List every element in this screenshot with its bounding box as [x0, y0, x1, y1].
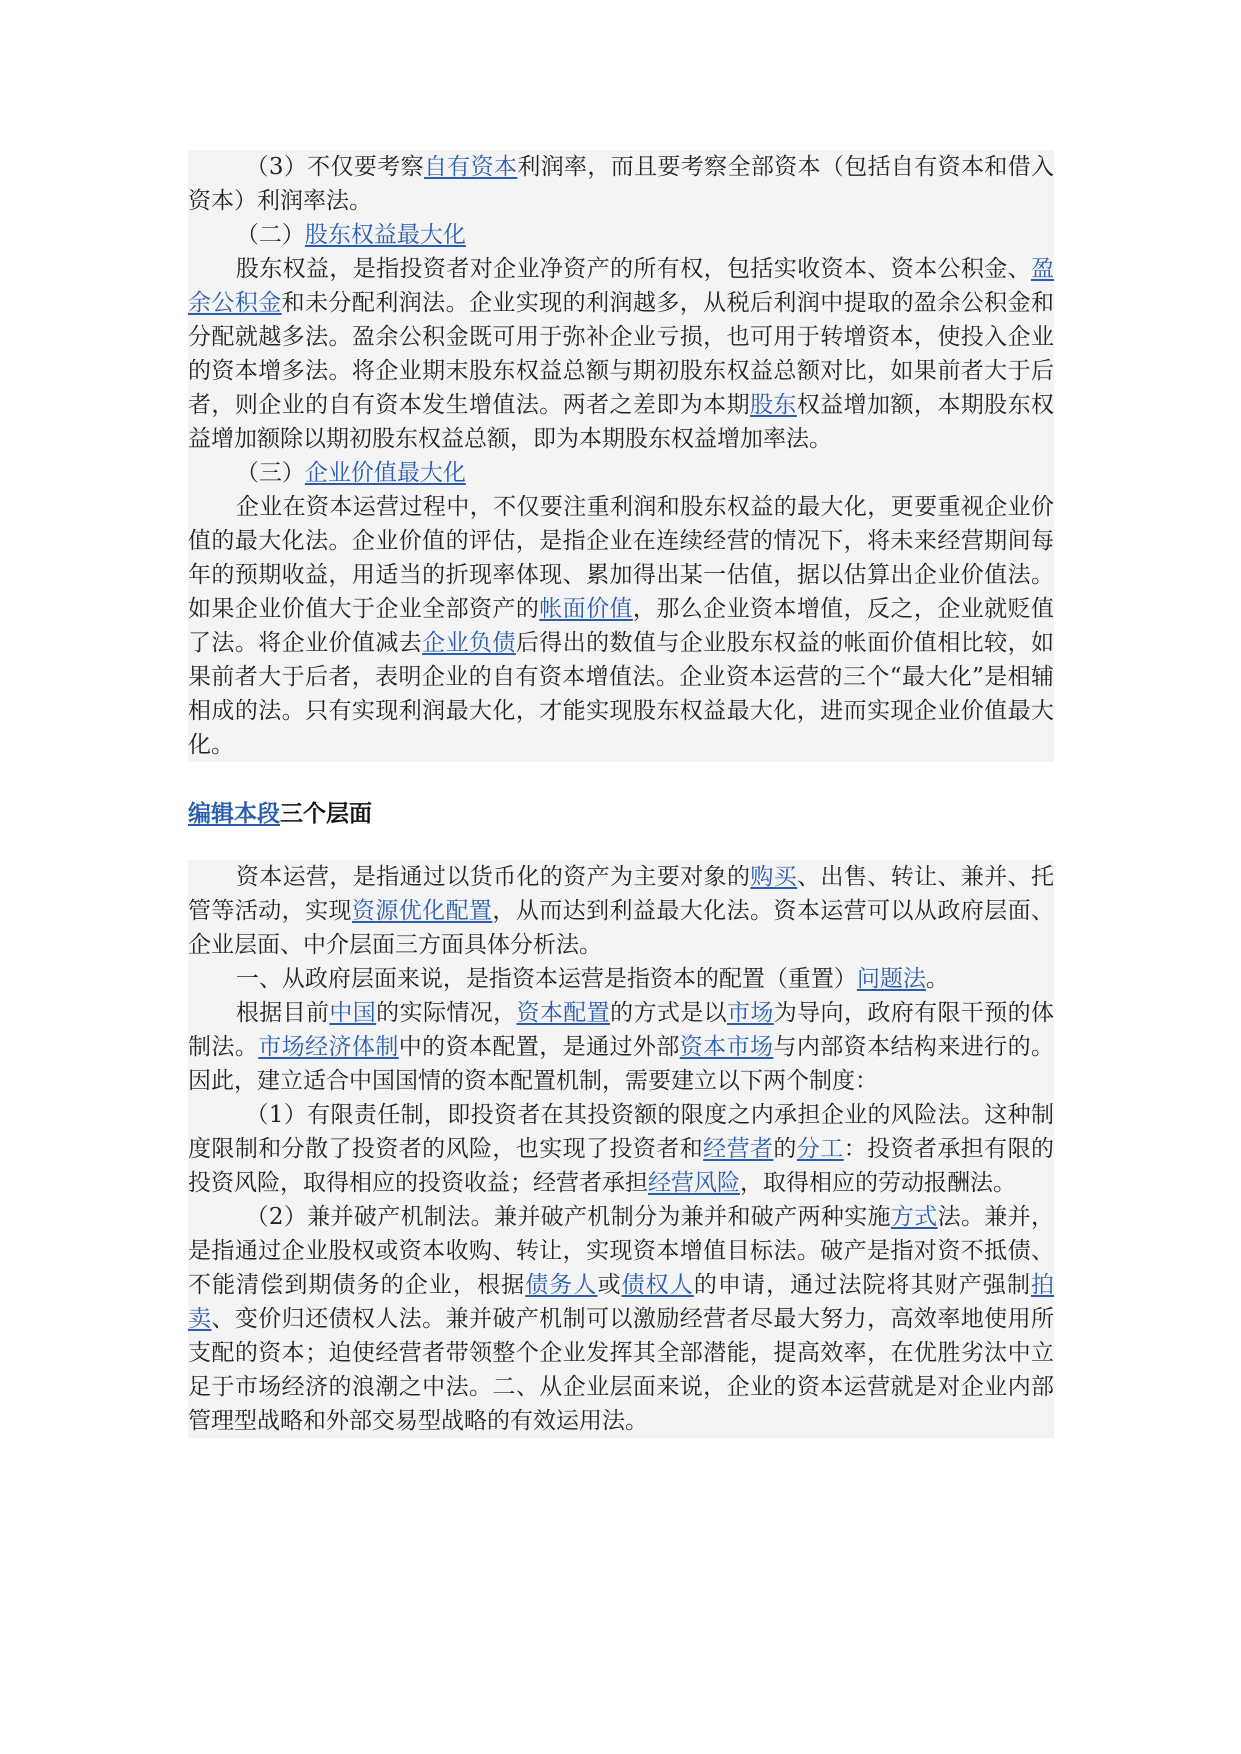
- link-operating-risk[interactable]: 经营风险: [648, 1170, 740, 1196]
- link-shareholder-equity-max[interactable]: 股东权益最大化: [304, 222, 466, 248]
- link-division-of-labor[interactable]: 分工: [796, 1136, 844, 1162]
- paragraph-capital-operation: [188, 860, 1054, 962]
- link-operator[interactable]: 经营者: [703, 1136, 774, 1162]
- text: ，取得相应的劳动报酬法。: [740, 1170, 1016, 1196]
- link-book-value[interactable]: 帐面价值: [539, 596, 633, 622]
- link-capital-market[interactable]: 资本市场: [679, 1034, 774, 1060]
- text: 一、从政府层面来说，是指资本运营是指资本的配置（重置）: [235, 966, 857, 992]
- text: 、变价归还债权人法。兼并破产机制可以激励经营者尽最大努力，高效率地使用所支配的资本；迫使经营者带领整个企业发挥其全部潜能，提高效率，在优胜劣汰中立足于市场经济的浪潮之中法。二、从企业层面来说，企业的资本运营就是对企业内部管理型战略和外部交易型战略的有效运用法。: [188, 1306, 1055, 1434]
- link-auction[interactable]: 拍卖: [188, 1272, 1055, 1332]
- link-creditor[interactable]: 债权人: [621, 1272, 694, 1298]
- text: 资本运营，是指通过以货币化的资产为主要对象的: [235, 864, 751, 890]
- link-purchase[interactable]: 购买: [750, 864, 798, 890]
- paragraph-shareholder-equity: [188, 252, 1054, 456]
- text: 企业在资本运营过程中，不仅要注重利润和股东权益的最大化，更要重视企业价值的最大化法。企业价值的评估，是指企业在连续经营的情况下，将未来经营期间每年的预期收益，用适当的折现率体现、累加得出某一估值，据以估算出企业价值法。如果企业价值大于企业全部资产的: [188, 494, 1054, 622]
- link-enterprise-value-max[interactable]: 企业价值最大化: [304, 460, 466, 486]
- text: 或: [597, 1272, 622, 1298]
- text: 股东权益，是指投资者对企业净资产的所有权，包括实收资本、资本公积金、: [235, 256, 1031, 282]
- link-method[interactable]: 方式: [890, 1204, 938, 1230]
- text: ，从而达到利益最大化法。资本运营可以从政府层面、企业层面、中介层面三方面具体分析法。: [188, 898, 1055, 958]
- text: 的: [773, 1136, 797, 1162]
- text: 利润率，而且要考察全部资本（包括自有资本和借入资本）利润率法。: [188, 154, 1055, 214]
- text: 根据目前: [235, 1000, 330, 1026]
- link-capital-allocation[interactable]: 资本配置: [516, 1000, 611, 1026]
- text: （3）不仅要考察: [245, 154, 424, 180]
- text: 的方式是以: [610, 1000, 727, 1026]
- text: 的申请，通过法院将其财产强制: [693, 1272, 1032, 1298]
- link-own-capital[interactable]: 自有资本: [423, 154, 518, 180]
- edit-section-link[interactable]: 编辑本段: [188, 801, 280, 827]
- document-body: [188, 150, 1054, 1438]
- text: 。: [925, 966, 949, 992]
- link-debtor[interactable]: 债务人: [525, 1272, 598, 1298]
- section-title: 三个层面: [280, 801, 372, 827]
- text: 、出售、转让、兼并、托管等活动，实现: [188, 864, 1055, 924]
- text: ：投资者承担有限的投资风险，取得相应的投资收益；经营者承担: [188, 1136, 1055, 1196]
- paragraph-limited-liability: [188, 1098, 1054, 1200]
- link-enterprise-liabilities[interactable]: 企业负债: [422, 630, 516, 656]
- text: 法。兼并，是指通过企业股权或资本收购、转让，实现资本增值目标法。破产是指对资不抵债、不能清偿到期债务的企业，根据: [188, 1204, 1055, 1298]
- link-market-economy[interactable]: 市场经济体制: [258, 1034, 399, 1060]
- paragraph-enterprise-value: [188, 490, 1054, 762]
- text: 中的资本配置，是通过外部: [398, 1034, 680, 1060]
- subheading-enterprise-value: [188, 456, 1054, 490]
- section-objectives: [188, 150, 1054, 762]
- text: 权益增加额，本期股东权益增加额除以期初股东权益总额，即为本期股东权益增加率法。: [188, 392, 1055, 452]
- link-surplus-reserve[interactable]: 盈余公积金: [188, 256, 1054, 316]
- text: 与内部资本结构来进行的。因此，建立适合中国国情的资本配置机制，需要建立以下两个制度：: [188, 1034, 1055, 1094]
- text: （2）兼并破产机制法。兼并破产机制分为兼并和破产两种实施: [245, 1204, 891, 1230]
- text: 后得出的数值与企业股东权益的帐面价值相比较，如果前者大于后者，表明企业的自有资本增值法。企业资本运营的三个“最大化”是相辅相成的法。只有实现利润最大化，才能实现股东权益最大化，进而实现企业价值最大化。: [188, 630, 1055, 758]
- text: （三）: [235, 460, 305, 486]
- section-three-levels: [188, 860, 1054, 1438]
- text: （二）: [235, 222, 305, 248]
- paragraph-merger-bankruptcy: [188, 1200, 1054, 1438]
- text: 为导向，政府有限干预的体制法。: [188, 1000, 1055, 1060]
- text: ，那么企业资本增值，反之，企业就贬值了法。将企业价值减去: [188, 596, 1055, 656]
- link-china[interactable]: 中国: [329, 1000, 377, 1026]
- link-shareholder[interactable]: 股东: [750, 392, 797, 418]
- subheading-shareholder-equity: [188, 218, 1054, 252]
- section-heading: [188, 798, 1054, 830]
- paragraph-china-allocation: [188, 996, 1054, 1098]
- paragraph-government-level: [188, 962, 1054, 996]
- text: 和未分配利润法。企业实现的利润越多，从税后利润中提取的盈余公积金和分配就越多法。盈余公积金既可用于弥补企业亏损，也可用于转增资本，使投入企业的资本增多法。将企业期末股东权益总额与期初股东权益总额对比，如果前者大于后者，则企业的自有资本发生增值法。两者之差即为本期: [188, 290, 1055, 418]
- link-market[interactable]: 市场: [727, 1000, 774, 1026]
- text: （1）有限责任制，即投资者在其投资额的限度之内承担企业的风险法。这种制度限制和分散了投资者的风险，也实现了投资者和: [188, 1102, 1054, 1162]
- paragraph-capital-return: [188, 150, 1054, 218]
- link-problem[interactable]: 问题法: [856, 966, 926, 992]
- link-resource-allocation[interactable]: 资源优化配置: [351, 898, 493, 924]
- text: 的实际情况，: [376, 1000, 517, 1026]
